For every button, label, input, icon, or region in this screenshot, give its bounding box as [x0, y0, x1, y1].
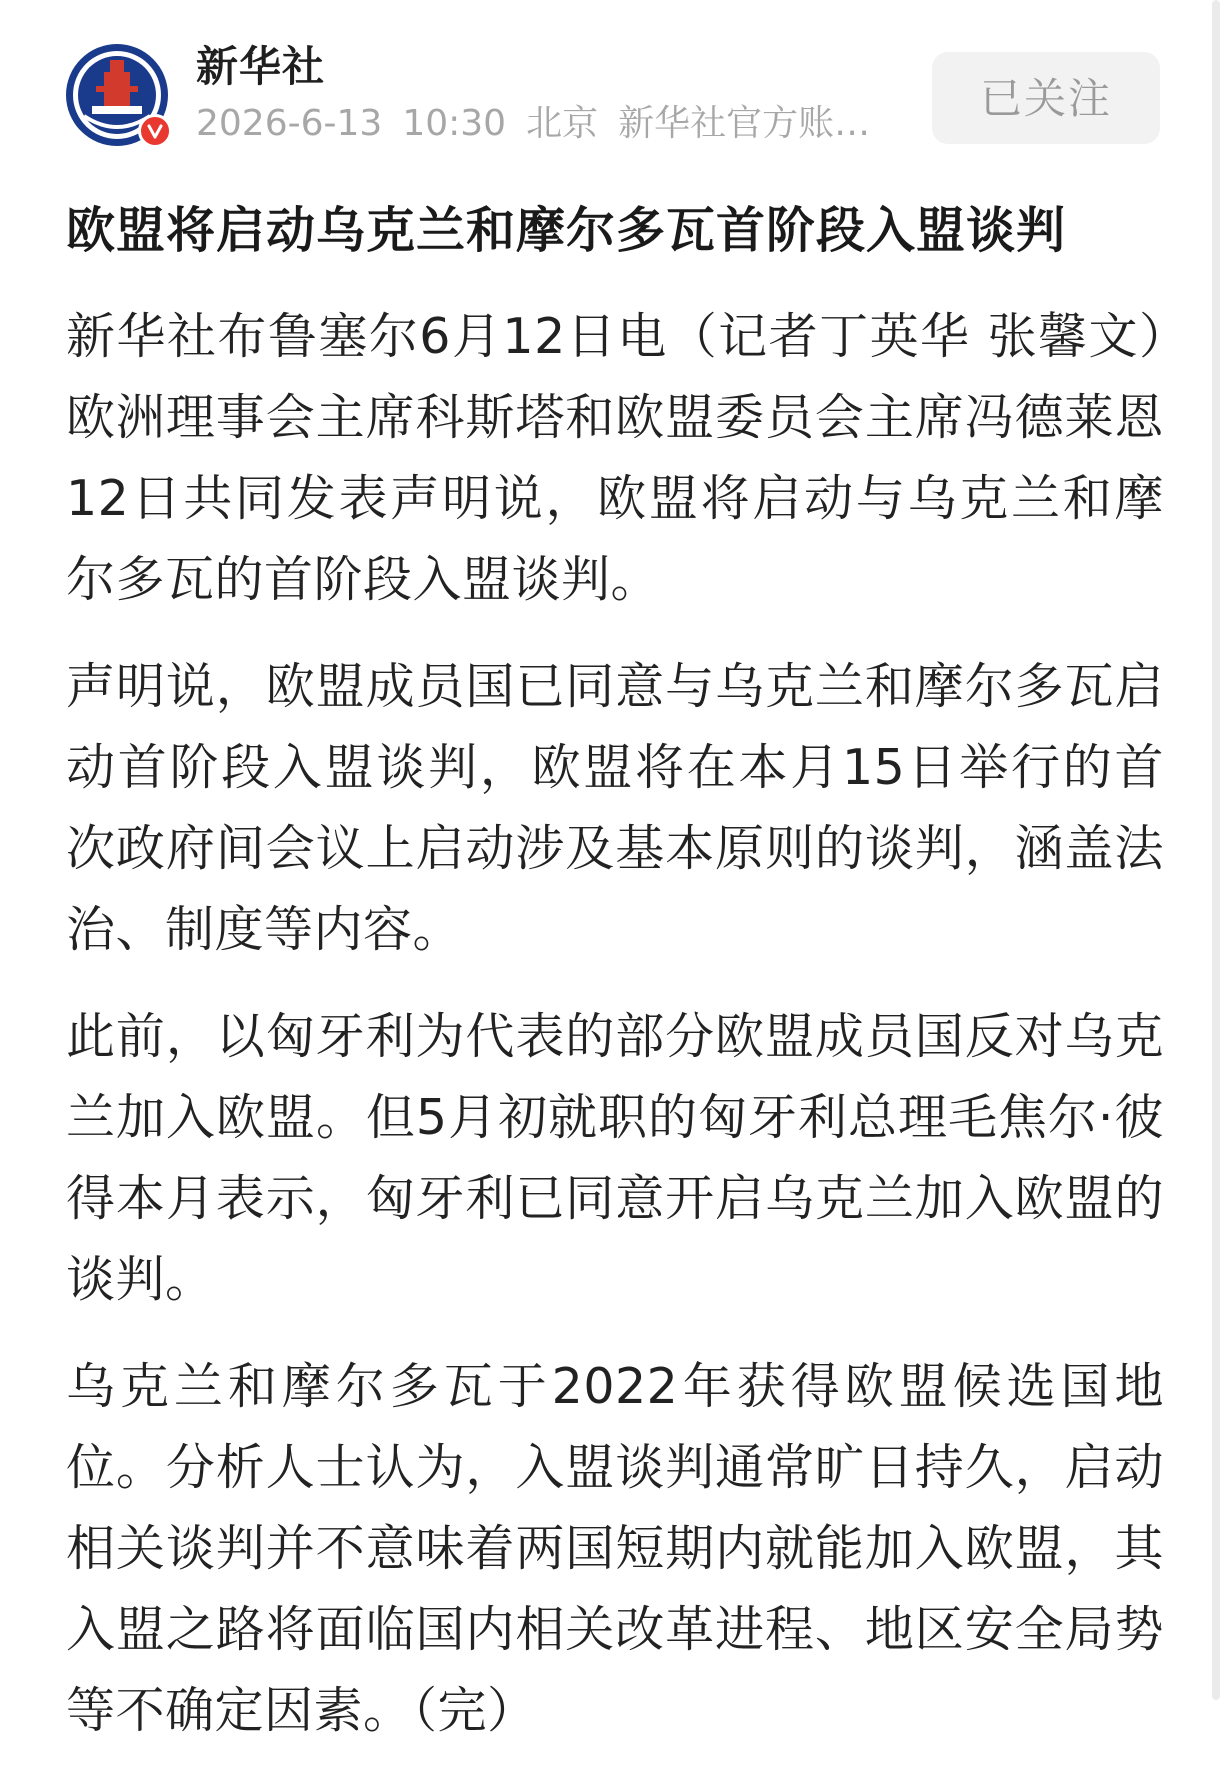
post-date: 2026-6-13	[196, 103, 383, 144]
post-meta	[196, 102, 896, 146]
article-paragraph: 新华社布鲁塞尔6月12日电（记者丁英华 张馨文）欧洲理事会主席科斯塔和欧盟委员会主席冯德莱恩12日共同发表声明说，欧盟将启动与乌克兰和摩尔多瓦的首阶段入盟谈判。	[66, 308, 1164, 608]
verified-badge	[138, 114, 172, 148]
scrollbar[interactable]	[1212, 0, 1220, 1700]
article-body	[66, 296, 1164, 1777]
avatar[interactable]	[64, 42, 170, 148]
article-paragraph: 此前，以匈牙利为代表的部分欧盟成员国反对乌克兰加入欧盟。但5月初就职的匈牙利总理毛焦尔·彼得本月表示，匈牙利已同意开启乌克兰加入欧盟的谈判。	[66, 1008, 1164, 1308]
article-title: 欧盟将启动乌克兰和摩尔多瓦首阶段入盟谈判	[66, 202, 1067, 259]
follow-button[interactable]: 已关注	[932, 52, 1160, 144]
article-paragraph: 乌克兰和摩尔多瓦于2022年获得欧盟候选国地位。分析人士认为，入盟谈判通常旷日持久，启动相关谈判并不意味着两国短期内就能加入欧盟，其入盟之路将面临国内相关改革进程、地区安全局势等不确定因素。（完）	[66, 1358, 1164, 1739]
post-time: 10:30	[402, 103, 507, 144]
post-location: 北京	[526, 103, 599, 144]
verified-v-icon	[147, 123, 163, 139]
account-description: 新华社官方账…	[618, 103, 871, 144]
article-paragraph: 声明说，欧盟成员国已同意与乌克兰和摩尔多瓦启动首阶段入盟谈判，欧盟将在本月15日举行的首次政府间会议上启动涉及基本原则的谈判，涵盖法治、制度等内容。	[66, 658, 1164, 958]
account-name[interactable]: 新华社	[196, 42, 326, 91]
account-header	[0, 0, 1224, 160]
